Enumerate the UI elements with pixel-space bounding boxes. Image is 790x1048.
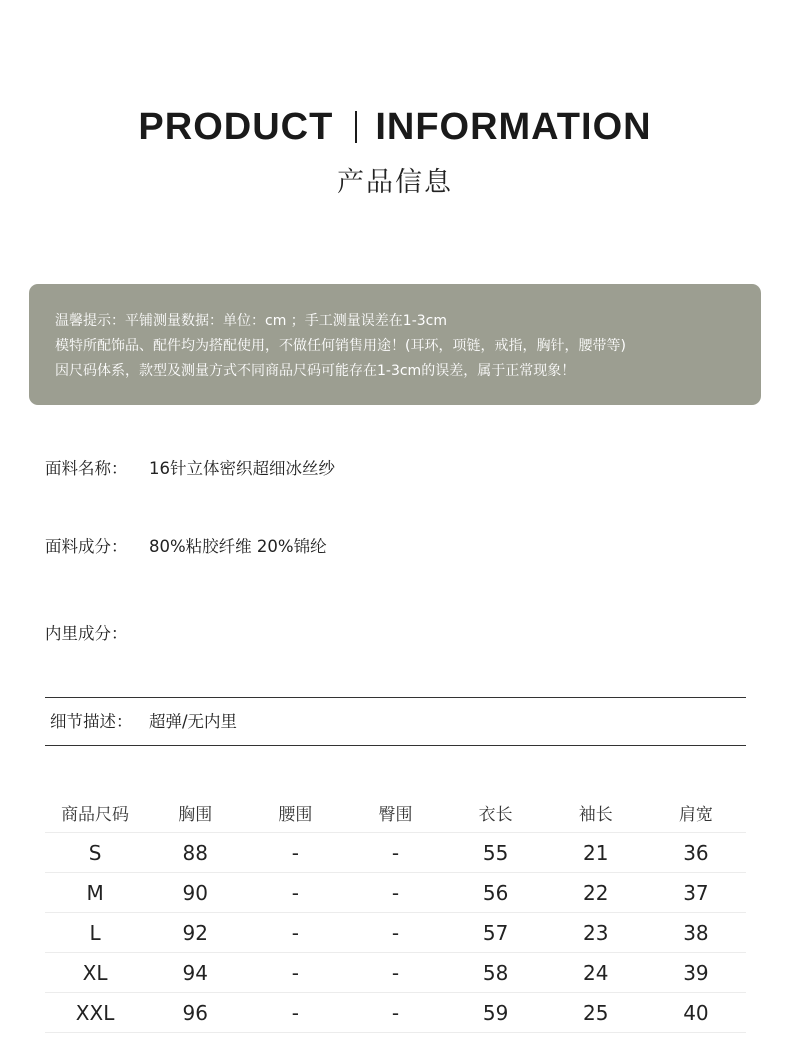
shoulder-cell: 40 [646, 993, 746, 1033]
fabric-name-label: 面料名称： [45, 459, 128, 478]
size-cell: XL [45, 953, 145, 993]
shoulder-cell: 39 [646, 953, 746, 993]
fabric-name-row [45, 455, 335, 479]
sleeve-cell: 24 [546, 953, 646, 993]
notice-box [29, 284, 761, 405]
title-product: PRODUCT [138, 106, 334, 148]
fabric-composition-row [45, 533, 327, 557]
chest-cell: 90 [145, 873, 245, 913]
sleeve-cell: 25 [546, 993, 646, 1033]
waist-cell: - [245, 953, 345, 993]
notice-line-3: 因尺码体系，款型及测量方式不同商品尺码可能存在1-3cm的误差，属于正常现象！ [55, 363, 576, 379]
notice-line-1: 温馨提示：平铺测量数据：单位：cm ；手工测量误差在1-3cm [55, 313, 447, 329]
waist-cell: - [245, 913, 345, 953]
waist-cell: - [245, 833, 345, 873]
size-table [45, 792, 746, 1033]
fabric-composition-value: 80%粘胶纤维 20%锦纶 [149, 537, 327, 556]
fabric-name-value: 16针立体密织超细冰丝纱 [149, 459, 335, 478]
table-row [45, 993, 746, 1033]
header-shoulder: 肩宽 [646, 792, 746, 833]
header-waist: 腰围 [245, 792, 345, 833]
header-hip: 臀围 [345, 792, 445, 833]
waist-cell: - [245, 873, 345, 913]
hip-cell: - [345, 993, 445, 1033]
header-size: 商品尺码 [45, 792, 145, 833]
header-length: 衣长 [446, 792, 546, 833]
shoulder-cell: 37 [646, 873, 746, 913]
sleeve-cell: 21 [546, 833, 646, 873]
size-cell: M [45, 873, 145, 913]
header-sleeve: 袖长 [546, 792, 646, 833]
table-row [45, 873, 746, 913]
detail-description-value: 超弹/无内里 [149, 712, 238, 731]
chest-cell: 94 [145, 953, 245, 993]
hip-cell: - [345, 953, 445, 993]
length-cell: 57 [446, 913, 546, 953]
table-row [45, 913, 746, 953]
sleeve-cell: 22 [546, 873, 646, 913]
detail-description-row [45, 697, 746, 746]
waist-cell: - [245, 993, 345, 1033]
length-cell: 56 [446, 873, 546, 913]
shoulder-cell: 36 [646, 833, 746, 873]
table-row [45, 833, 746, 873]
hip-cell: - [345, 913, 445, 953]
length-cell: 55 [446, 833, 546, 873]
length-cell: 58 [446, 953, 546, 993]
hip-cell: - [345, 833, 445, 873]
page-title [0, 106, 790, 149]
size-table-header-row [45, 792, 746, 833]
size-cell: L [45, 913, 145, 953]
notice-line-2: 模特所配饰品、配件均为搭配使用，不做任何销售用途！(耳环，项链，戒指，胸针，腰带等) [55, 338, 626, 354]
shoulder-cell: 38 [646, 913, 746, 953]
size-cell: S [45, 833, 145, 873]
lining-composition-label: 内里成分： [45, 624, 128, 643]
chest-cell: 92 [145, 913, 245, 953]
sleeve-cell: 23 [546, 913, 646, 953]
fabric-composition-label: 面料成分： [45, 537, 128, 556]
title-information: INFORMATION [375, 106, 652, 148]
title-divider [355, 111, 357, 143]
header-chest: 胸围 [145, 792, 245, 833]
hip-cell: - [345, 873, 445, 913]
table-row [45, 953, 746, 993]
chest-cell: 88 [145, 833, 245, 873]
length-cell: 59 [446, 993, 546, 1033]
lining-composition-row [45, 620, 149, 644]
chest-cell: 96 [145, 993, 245, 1033]
page-subtitle: 产品信息 [337, 167, 453, 198]
size-cell: XXL [45, 993, 145, 1033]
detail-description-label: 细节描述： [50, 712, 133, 731]
